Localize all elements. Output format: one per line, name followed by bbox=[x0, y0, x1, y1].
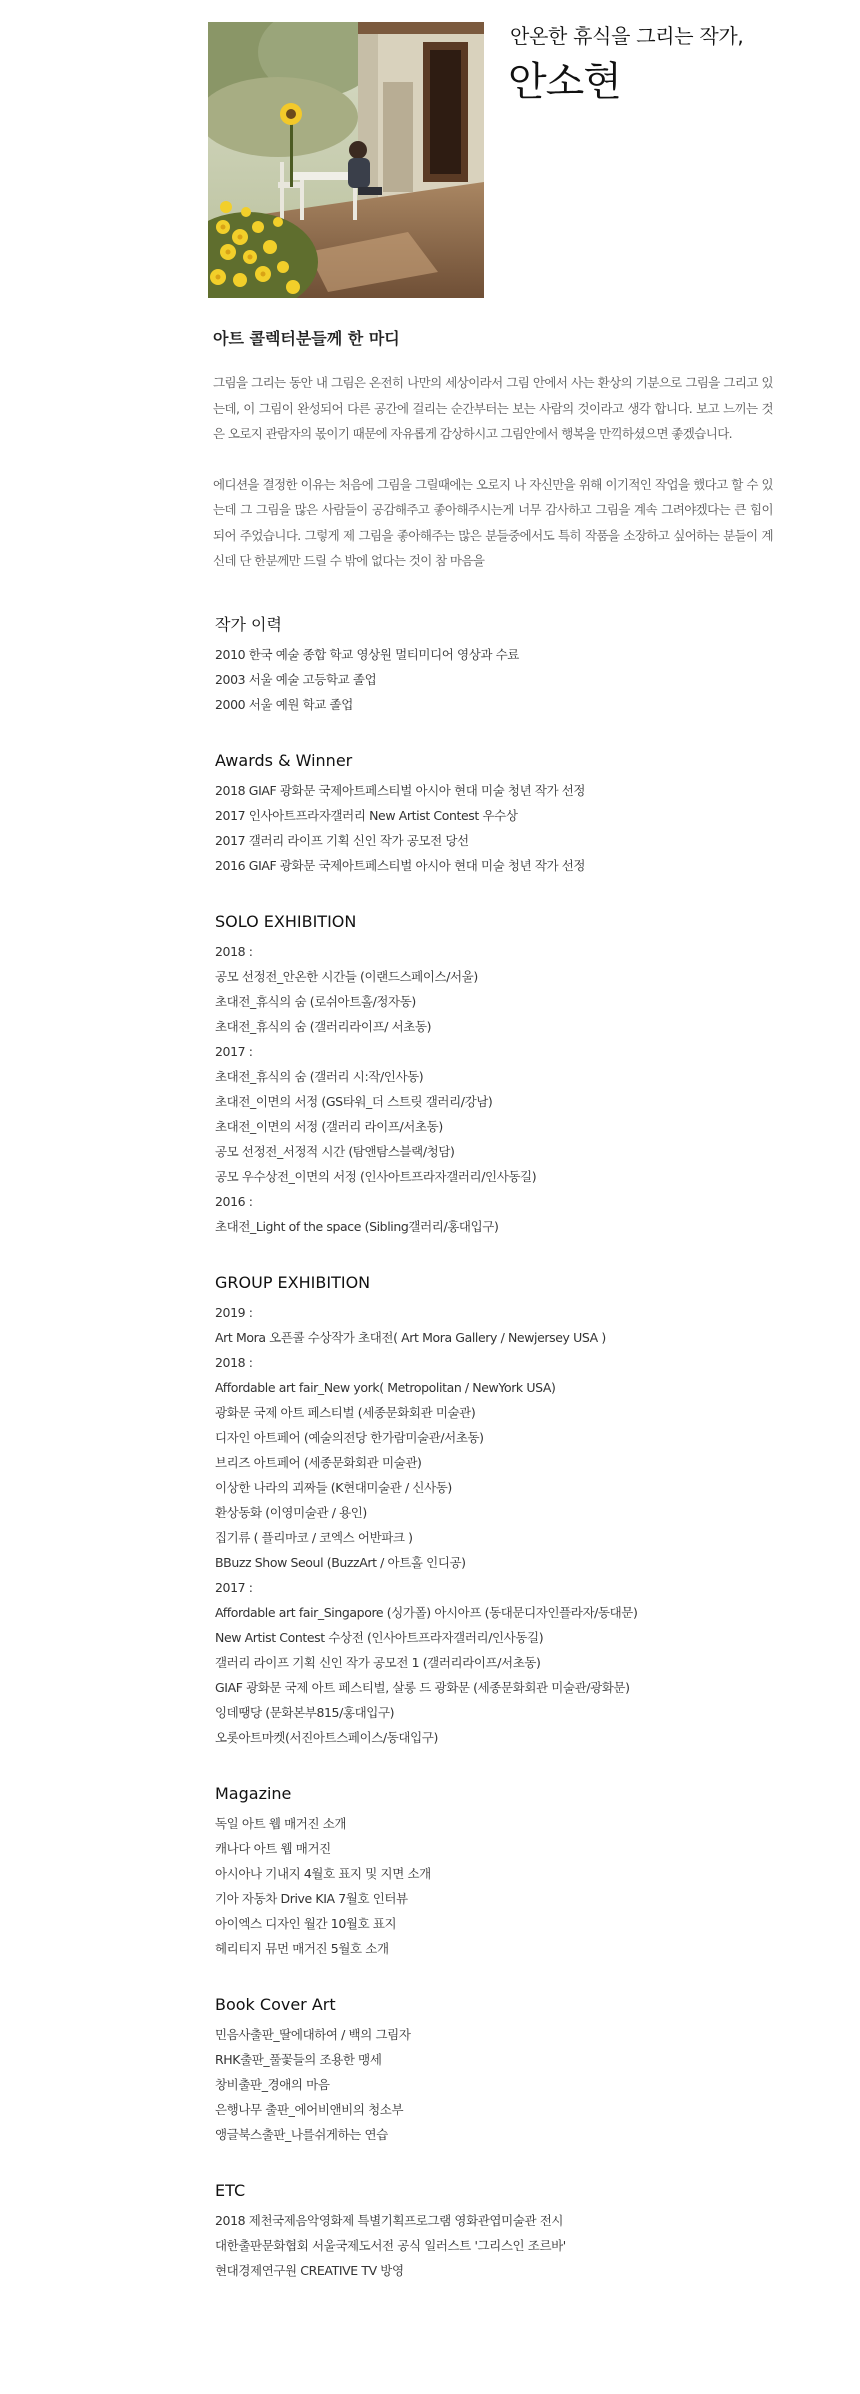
section-entry: 초대전_휴식의 숨 (로쉬아트홀/정자동) bbox=[215, 994, 416, 1009]
section-entry: 창비출판_경애의 마음 bbox=[215, 2077, 330, 2092]
section-entry: 캐나다 아트 웹 매거진 bbox=[215, 1841, 331, 1856]
section-entry: 2017 : bbox=[215, 1044, 253, 1059]
section-entry: 앵글북스출판_나를쉬게하는 연습 bbox=[215, 2127, 388, 2142]
section-entry: 초대전_이면의 서정 (GS타워_더 스트릿 갤러리/강남) bbox=[215, 1094, 493, 1109]
section-entry: 2018 : bbox=[215, 1355, 253, 1370]
section-book-cover-art bbox=[215, 1992, 815, 2147]
career-sections bbox=[215, 612, 815, 2314]
section-entry: Affordable art fair_New york( Metropolitan / NewYork USA) bbox=[215, 1380, 556, 1395]
section-entry: 초대전_휴식의 숨 (갤러리라이프/ 서초동) bbox=[215, 1019, 432, 1034]
section-title: Book Cover Art bbox=[215, 1995, 336, 2014]
artist-subtitle: 안온한 휴식을 그리는 작가, bbox=[510, 24, 744, 48]
section-title: SOLO EXHIBITION bbox=[215, 912, 357, 931]
section-entry: RHK출판_풀꽃들의 조용한 맹세 bbox=[215, 2052, 382, 2067]
collector-message-body[interactable] bbox=[213, 370, 773, 600]
artist-name: 안소현 bbox=[508, 59, 621, 105]
message-paragraph: 에디션을 결정한 이유는 처음에 그림을 그릴때에는 오로지 나 자신만을 위해 이기적인 작업을 했다고 할 수 있는데 그 그림을 많은 사람들이 공감해주고 좋아해주시는게 너무 감사하고 그림을 계속 그려야겠다는 큰 힘이 되어 주었습니다. 그렇게 제 그림을 좋아해주는 많은 분들중에서도 특히 작품을 소장하고 싶어하는 분들이 계신데 단 한분께만 드릴 수 밖에 없다는 것이 참 마음을 bbox=[213, 476, 773, 568]
section-entry: 기아 자동차 Drive KIA 7월호 인터뷰 bbox=[215, 1891, 408, 1906]
section-entry: 디자인 아트페어 (예술의전당 한가람미술관/서초동) bbox=[215, 1430, 484, 1445]
section-entry: 2018 : bbox=[215, 944, 253, 959]
section-entry: 민음사출판_딸에대하여 / 백의 그림자 bbox=[215, 2027, 411, 2042]
section-entry: 2018 GIAF 광화문 국제아트페스티벌 아시아 현대 미술 청년 작가 선정 bbox=[215, 783, 586, 798]
section-entry: 아이엑스 디자인 월간 10월호 표지 bbox=[215, 1916, 397, 1931]
section-title: Awards & Winner bbox=[215, 751, 353, 770]
section-entry: 초대전_Light of the space (Sibling갤러리/홍대입구) bbox=[215, 1219, 499, 1234]
section-entry: 2010 한국 예술 종합 학교 영상원 멀티미디어 영상과 수료 bbox=[215, 647, 519, 662]
section-entry: 집기류 ( 플리마코 / 코엑스 어반파크 ) bbox=[215, 1530, 413, 1545]
section-entry: 이상한 나라의 괴짜들 (K현대미술관 / 신사동) bbox=[215, 1480, 452, 1495]
section-entry: 아시아나 기내지 4월호 표지 및 지면 소개 bbox=[215, 1866, 431, 1881]
section-title: 작가 이력 bbox=[215, 615, 282, 634]
section-entry: 독일 아트 웹 매거진 소개 bbox=[215, 1816, 347, 1831]
section-entry: 2016 GIAF 광화문 국제아트페스티벌 아시아 현대 미술 청년 작가 선정 bbox=[215, 858, 586, 873]
section-entry: 공모 선정전_안온한 시간들 (이랜드스페이스/서울) bbox=[215, 969, 478, 984]
section-awards bbox=[215, 748, 815, 878]
section-entry: 2003 서울 예술 고등학교 졸업 bbox=[215, 672, 377, 687]
section-entry: 현대경제연구원 CREATIVE TV 방영 bbox=[215, 2263, 404, 2278]
section-entry: 초대전_휴식의 숨 (갤러리 시:작/인사동) bbox=[215, 1069, 424, 1084]
section-education bbox=[215, 612, 815, 717]
section-entry: 2000 서울 예원 학교 졸업 bbox=[215, 697, 353, 712]
section-group-exhibition bbox=[215, 1270, 815, 1750]
section-solo-exhibition bbox=[215, 909, 815, 1239]
section-entry: 오롯아트마켓(서진아트스페이스/동대입구) bbox=[215, 1730, 438, 1745]
section-entry: 갤러리 라이프 기획 신인 작가 공모전 1 (갤러리라이프/서초동) bbox=[215, 1655, 541, 1670]
section-entry: BBuzz Show Seoul (BuzzArt / 아트홀 인디공) bbox=[215, 1555, 466, 1570]
section-entry: 브리즈 아트페어 (세종문화회관 미술관) bbox=[215, 1455, 422, 1470]
section-title: ETC bbox=[215, 2181, 246, 2200]
section-entry: 2016 : bbox=[215, 1194, 253, 1209]
section-entry: 2018 제천국제음악영화제 특별기획프로그램 영화관엽미술관 전시 bbox=[215, 2213, 564, 2228]
section-entry: 헤리티지 뮤먼 매거진 5월호 소개 bbox=[215, 1941, 389, 1956]
section-entry: 광화문 국제 아트 페스티벌 (세종문화회관 미술관) bbox=[215, 1405, 476, 1420]
artist-photo-illustration bbox=[208, 22, 484, 298]
section-magazine bbox=[215, 1781, 815, 1961]
artist-photo bbox=[208, 22, 484, 298]
section-entry: New Artist Contest 수상전 (인사아트프라자갤러리/인사동길) bbox=[215, 1630, 544, 1645]
section-entry: Art Mora 오픈콜 수상작가 초대전( Art Mora Gallery / Newjersey USA ) bbox=[215, 1330, 606, 1345]
section-entry: 잉데땡당 (문화본부815/홍대입구) bbox=[215, 1705, 395, 1720]
section-title: Magazine bbox=[215, 1784, 292, 1803]
collector-message-heading: 아트 콜렉터분들께 한 마디 bbox=[213, 329, 400, 348]
section-entry: 은행나무 출판_에어비앤비의 청소부 bbox=[215, 2102, 404, 2117]
section-etc bbox=[215, 2178, 815, 2283]
section-entry: 공모 선정전_서정적 시간 (탐앤탐스블랙/청담) bbox=[215, 1144, 455, 1159]
section-entry: 환상동화 (이영미술관 / 용인) bbox=[215, 1505, 367, 1520]
section-entry: 초대전_이면의 서정 (갤러리 라이프/서초동) bbox=[215, 1119, 443, 1134]
section-entry: 대한출판문화협회 서울국제도서전 공식 일러스트 '그리스인 조르바' bbox=[215, 2238, 566, 2253]
section-entry: 공모 우수상전_이면의 서정 (인사아트프라자갤러리/인사동길) bbox=[215, 1169, 537, 1184]
section-entry: 2017 갤러리 라이프 기획 신인 작가 공모전 당선 bbox=[215, 833, 469, 848]
section-entry: Affordable art fair_Singapore (싱가폴) 아시아프 (동대문디자인플라자/동대문) bbox=[215, 1605, 638, 1620]
section-entry: 2017 : bbox=[215, 1580, 253, 1595]
section-title: GROUP EXHIBITION bbox=[215, 1273, 371, 1292]
section-entry: GIAF 광화문 국제 아트 페스티벌, 살롱 드 광화문 (세종문화회관 미술관/광화문) bbox=[215, 1680, 630, 1695]
section-entry: 2017 인사아트프라자갤러리 New Artist Contest 우수상 bbox=[215, 808, 518, 823]
section-entry: 2019 : bbox=[215, 1305, 253, 1320]
message-paragraph: 그림을 그리는 동안 내 그림은 온전히 나만의 세상이라서 그림 안에서 사는 환상의 기분으로 그림을 그리고 있는데, 이 그림이 완성되어 다른 공간에 걸리는 순간부터는 보는 사람의 것이라고 생각 합니다. 보고 느끼는 것은 오로지 관람자의 몫이기 때문에 자유롭게 감상하시고 그림안에서 행복을 만끽하셨으면 좋겠습니다. bbox=[213, 375, 773, 441]
